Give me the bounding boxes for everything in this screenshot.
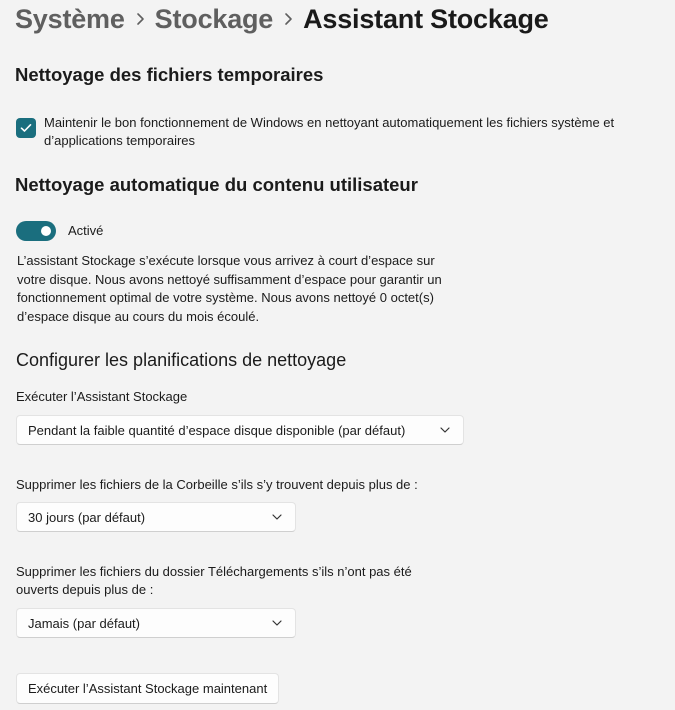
schedules-heading: Configurer les planifications de nettoyage	[16, 350, 347, 370]
downloads-dropdown[interactable]	[16, 608, 296, 638]
temp-cleanup-checkbox[interactable]	[16, 118, 36, 138]
breadcrumb-item-stockage[interactable]: Stockage	[154, 3, 274, 34]
auto-cleanup-description: L’assistant Stockage s’exécute lorsque vous arrivez à court d’espace sur votre disque. Nous avons nettoyé suffisamment d’espace pour garantir un fonctionnement optimal de votre système. Nous avons nettoyé 0 octet(s) d’espace disque au cours du mois écoulé.	[17, 253, 442, 325]
checkmark-icon	[20, 123, 32, 133]
auto-cleanup-toggle[interactable]	[16, 221, 56, 241]
breadcrumb-item-systeme[interactable]: Système	[15, 3, 125, 34]
temp-cleanup-heading: Nettoyage des fichiers temporaires	[15, 64, 324, 85]
recycle-bin-selected: 30 jours (par défaut)	[28, 509, 146, 525]
recycle-bin-dropdown[interactable]	[16, 502, 296, 532]
run-schedule-label: Exécuter l’Assistant Stockage	[16, 389, 188, 404]
chevron-right-icon	[125, 2, 155, 36]
temp-cleanup-checkbox-label: Maintenir le bon fonctionnement de Windows en nettoyant automatiquement les fichiers système et d’applications temporaires	[44, 115, 615, 148]
recycle-bin-label: Supprimer les fichiers de la Corbeille s’ils s’y trouvent depuis plus de :	[16, 477, 418, 492]
toggle-knob	[41, 226, 51, 236]
downloads-selected: Jamais (par défaut)	[28, 615, 140, 631]
page-title: Assistant Stockage	[303, 3, 549, 34]
chevron-down-icon	[427, 415, 463, 445]
auto-cleanup-heading: Nettoyage automatique du contenu utilisateur	[15, 174, 418, 195]
run-storage-sense-now-button[interactable]: Exécuter l’Assistant Stockage maintenant	[16, 673, 279, 704]
downloads-label: Supprimer les fichiers du dossier Téléchargements s’ils n’ont pas été ouverts depuis plus de :	[16, 564, 412, 597]
chevron-right-icon	[273, 2, 303, 36]
run-schedule-dropdown[interactable]	[16, 415, 464, 445]
chevron-down-icon	[259, 502, 295, 532]
run-schedule-selected: Pendant la faible quantité d’espace disque disponible (par défaut)	[28, 422, 406, 438]
chevron-down-icon	[259, 608, 295, 638]
toggle-state-label: Activé	[68, 223, 104, 238]
breadcrumb	[15, 2, 549, 36]
